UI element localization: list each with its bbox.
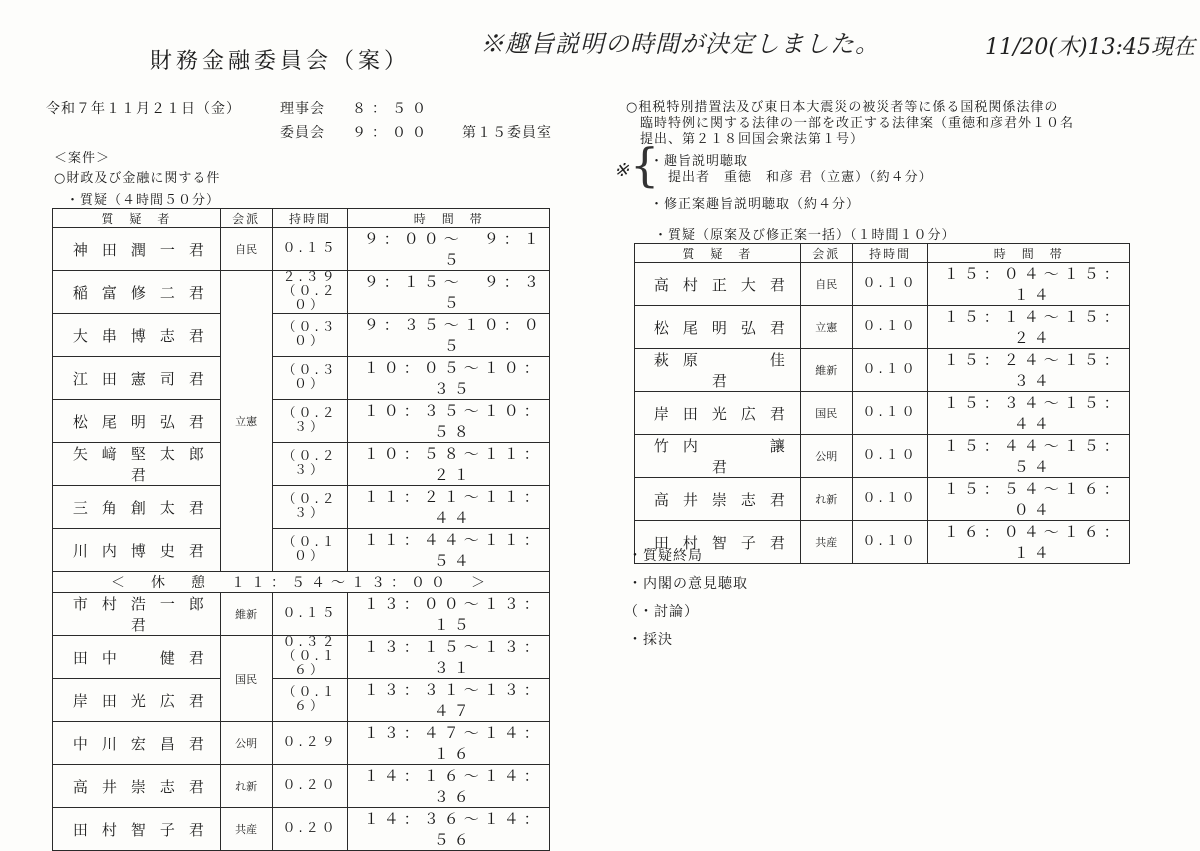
allotted-time: ０.３２ （０.１６） [272, 636, 348, 679]
table-row [635, 435, 1130, 478]
table-row [635, 521, 1130, 564]
allotted-time: ０.１０ [852, 306, 928, 349]
allotted-time: ０.２０ [272, 765, 348, 808]
questioner-name: 岸田光広君 [635, 392, 801, 435]
col-questioner: 質 疑 者 [53, 209, 221, 228]
allotted-time: ０.１０ [852, 263, 928, 306]
table-row [53, 443, 550, 486]
questioner-name: 岸田光広君 [53, 679, 221, 722]
page-title: 財務金融委員会（案） [150, 49, 411, 74]
col-allotted-time: 持時間 [852, 244, 928, 263]
time-slot: １３：００～１３：１５ [348, 593, 550, 636]
time-slot: １５：３４～１５：４４ [928, 392, 1130, 435]
party: れ新 [800, 478, 852, 521]
allotted-time: （０.１６） [272, 679, 348, 722]
table-row [53, 228, 550, 271]
table-header [635, 244, 1130, 263]
col-party: 会派 [220, 209, 272, 228]
questioner-name: 田村智子君 [635, 521, 801, 564]
allotted-time: （０.３０） [272, 357, 348, 400]
party: 立憲 [800, 306, 852, 349]
step-amendment-explanation: ・修正案趣旨説明聴取（約４分） [650, 197, 861, 212]
table-row [53, 722, 550, 765]
table-row [635, 478, 1130, 521]
table-row [635, 349, 1130, 392]
table-row [635, 263, 1130, 306]
step-debate: （・討論） [624, 604, 699, 620]
col-allotted-time: 持時間 [272, 209, 348, 228]
time-slot: １０：３５～１０：５８ [348, 400, 550, 443]
time-slot: ９：１５～ ９：３５ [348, 271, 550, 314]
questioner-name: 萩原 佳君 [635, 349, 801, 392]
party: 共産 [220, 808, 272, 851]
questioner-table-bill [634, 243, 1130, 564]
party: 公明 [800, 435, 852, 478]
party: 維新 [220, 593, 272, 636]
allotted-time: ０.１０ [852, 478, 928, 521]
step-cabinet-opinion: ・内閣の意見聴取 [628, 576, 748, 592]
table-row [53, 271, 550, 314]
table-row [53, 400, 550, 443]
table-row [53, 593, 550, 636]
recess-label: ＜ 休 憩 １１：５４～１３：００ ＞ [53, 572, 550, 593]
allotted-time: ０.１０ [852, 349, 928, 392]
time-slot: １３：１５～１３：３１ [348, 636, 550, 679]
time-slot: １５：２４～１５：３４ [928, 349, 1130, 392]
questioner-name: 神田潤一君 [53, 228, 221, 271]
party: れ新 [220, 765, 272, 808]
recess-row [53, 572, 550, 593]
questioner-name: 市村浩一郎君 [53, 593, 221, 636]
qa-duration-label-bill: ・質疑（原案及び修正案一括）（１時間１０分） [654, 228, 956, 243]
time-slot: １５：０４～１５：１４ [928, 263, 1130, 306]
committee-room: 第１５委員室 [462, 125, 552, 141]
questioner-name: 三角創太君 [53, 486, 221, 529]
questioner-name: 矢﨑堅太郎君 [53, 443, 221, 486]
bill-title-line3: 提出、第２１８回国会衆法第１号） [640, 132, 865, 147]
questioner-name: 川内博史君 [53, 529, 221, 572]
allotted-time: （０.３０） [272, 314, 348, 357]
step-vote: ・採決 [628, 632, 673, 648]
time-slot: ９：００～ ９：１５ [348, 228, 550, 271]
allotted-time: ０.１０ [852, 435, 928, 478]
allotted-time: ２.３９ （０.２０） [272, 271, 348, 314]
questioner-table-morning [52, 208, 550, 851]
step-qa-close: ・質疑終局 [628, 548, 703, 564]
questioner-name: 田中 健君 [53, 636, 221, 679]
party: 国民 [800, 392, 852, 435]
time-slot: １５：５４～１６：０４ [928, 478, 1130, 521]
questioner-name: 松尾明弘君 [635, 306, 801, 349]
board-label: 理事会 [280, 101, 325, 117]
time-slot: １４：３６～１４：５６ [348, 808, 550, 851]
agenda-label: ＜案件＞ [54, 151, 111, 166]
time-slot: １６：０４～１６：１４ [928, 521, 1130, 564]
col-time-slot: 時 間 帯 [928, 244, 1130, 263]
questioner-name: 田村智子君 [53, 808, 221, 851]
table-row [53, 808, 550, 851]
allotted-time: ０.１５ [272, 228, 348, 271]
questioner-name: 江田憲司君 [53, 357, 221, 400]
allotted-time: （０.２３） [272, 400, 348, 443]
allotted-time: （０.１０） [272, 529, 348, 572]
table-row [53, 765, 550, 808]
party: 自民 [800, 263, 852, 306]
time-slot: １３：４７～１４：１６ [348, 722, 550, 765]
allotted-time: ０.２９ [272, 722, 348, 765]
bill-title-line2: 臨時特例に関する法律の一部を改正する法律案（重徳和彦君外１０名 [640, 116, 1075, 131]
allotted-time: ０.１０ [852, 392, 928, 435]
table-row [53, 636, 550, 679]
step-submitter: 提出者 重徳 和彦 君（立憲）（約４分） [668, 170, 933, 185]
table-row [53, 486, 550, 529]
table-row [53, 357, 550, 400]
table-row [53, 679, 550, 722]
qa-duration-label: ・質疑（４時間５０分） [66, 193, 221, 208]
questioner-name: 大串博志君 [53, 314, 221, 357]
handwritten-timestamp: 11/20(木)13:45現在 [985, 35, 1195, 60]
handwritten-mark: ※ [614, 160, 630, 181]
time-slot: １４：１６～１４：３６ [348, 765, 550, 808]
brace-icon: { [630, 138, 660, 192]
party: 国民 [220, 636, 272, 722]
table-header [53, 209, 550, 228]
time-slot: １５：１４～１５：２４ [928, 306, 1130, 349]
allotted-time: ０.１０ [852, 521, 928, 564]
time-slot: １０：５８～１１：２１ [348, 443, 550, 486]
committee-time: ９：００ [352, 125, 432, 141]
allotted-time: （０.２３） [272, 443, 348, 486]
allotted-time: ０.２０ [272, 808, 348, 851]
questioner-name: 竹内 讓君 [635, 435, 801, 478]
agenda-item: ○財政及び金融に関する件 [54, 171, 221, 186]
board-time: ８：５０ [352, 101, 432, 117]
time-slot: １１：４４～１１：５４ [348, 529, 550, 572]
handwritten-note: ※趣旨説明の時間が決定しました。 [480, 30, 880, 58]
questioner-name: 高井崇志君 [635, 478, 801, 521]
questioner-name: 高村正大君 [635, 263, 801, 306]
time-slot: １５：４４～１５：５４ [928, 435, 1130, 478]
allotted-time: （０.２３） [272, 486, 348, 529]
time-slot: ９：３５～１０：０５ [348, 314, 550, 357]
committee-label: 委員会 [280, 125, 325, 141]
questioner-name: 中川宏昌君 [53, 722, 221, 765]
questioner-name: 稲富修二君 [53, 271, 221, 314]
table-row [53, 529, 550, 572]
step-intent-explanation: ・趣旨説明聴取 [650, 154, 749, 169]
meeting-date: 令和７年１１月２１日（金） [46, 101, 241, 117]
questioner-name: 高井崇志君 [53, 765, 221, 808]
time-slot: １０：０５～１０：３５ [348, 357, 550, 400]
table-row [635, 392, 1130, 435]
table-row [635, 306, 1130, 349]
col-questioner: 質 疑 者 [635, 244, 801, 263]
party: 共産 [800, 521, 852, 564]
questioner-name: 松尾明弘君 [53, 400, 221, 443]
col-time-slot: 時 間 帯 [348, 209, 550, 228]
party: 公明 [220, 722, 272, 765]
party: 立憲 [220, 271, 272, 572]
bill-title-line1: ○租税特別措置法及び東日本大震災の被災者等に係る国税関係法律の [626, 100, 1059, 115]
allotted-time: ０.１５ [272, 593, 348, 636]
party: 維新 [800, 349, 852, 392]
time-slot: １３：３１～１３：４７ [348, 679, 550, 722]
party: 自民 [220, 228, 272, 271]
col-party: 会派 [800, 244, 852, 263]
table-row [53, 314, 550, 357]
time-slot: １１：２１～１１：４４ [348, 486, 550, 529]
